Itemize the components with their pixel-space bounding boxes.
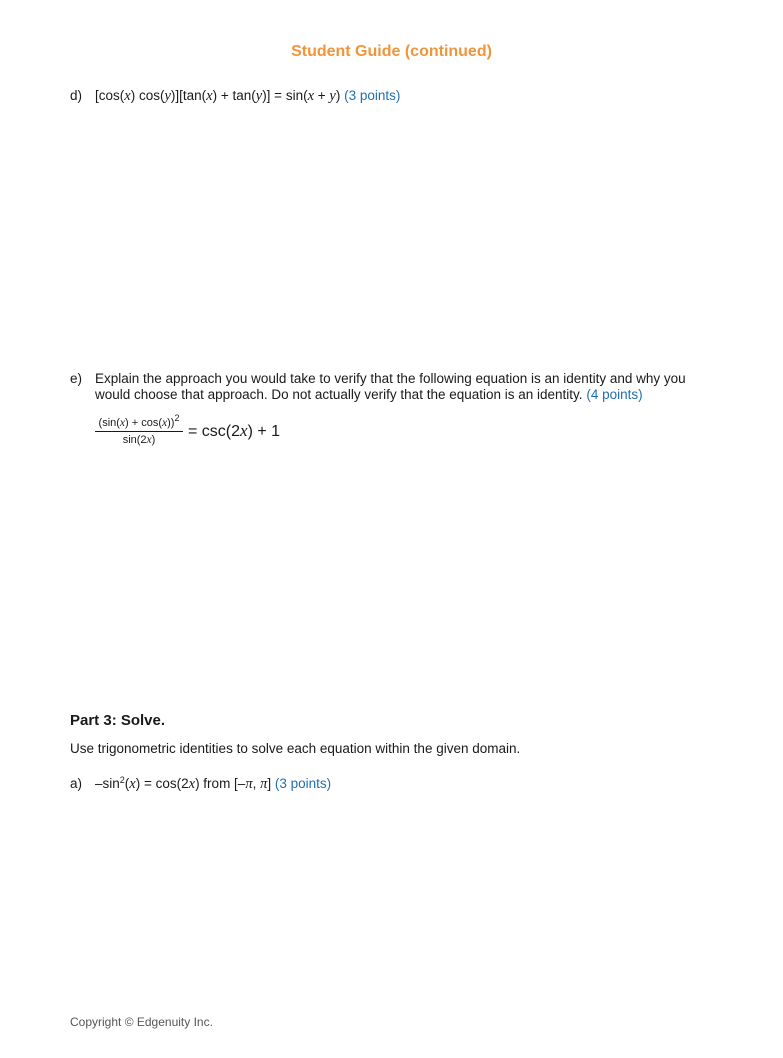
question-label: a): [70, 776, 83, 791]
equation-rhs: = csc(2x) + 1: [188, 421, 281, 440]
copyright-footer: Copyright © Edgenuity Inc.: [70, 1015, 213, 1029]
points-badge: (3 points): [344, 88, 401, 103]
question-d: [70, 88, 400, 104]
section-heading: Part 3: Solve.: [70, 712, 166, 729]
question-label: e): [70, 371, 83, 386]
points-badge: (4 points): [586, 387, 643, 402]
fraction: [95, 413, 183, 446]
fraction-denominator: sin(2x): [122, 434, 156, 446]
question-e: [95, 371, 715, 403]
page-title: Student Guide (continued): [291, 43, 492, 60]
points-badge: (3 points): [274, 776, 332, 791]
question-e-text: Explain the approach you would take to verify that the following equation is an identity and why you would choose that approach. Do not actually verify that the equation is an identity.: [95, 371, 686, 402]
section-instructions: Use trigonometric identities to solve each equation within the given domain.: [70, 741, 521, 756]
equation-a: $-\sin^2(x) = \cos(2x)$ from [–π, π]: [95, 775, 272, 792]
question-label: d): [70, 88, 83, 103]
part3-question-a: [70, 772, 331, 792]
fraction-numerator: $(\sin(x) + \cos(x))^2$: [95, 413, 183, 432]
equation-d: [cos(x) cos(y)][tan(x) + tan(y)] = sin(x + y): [95, 88, 341, 104]
